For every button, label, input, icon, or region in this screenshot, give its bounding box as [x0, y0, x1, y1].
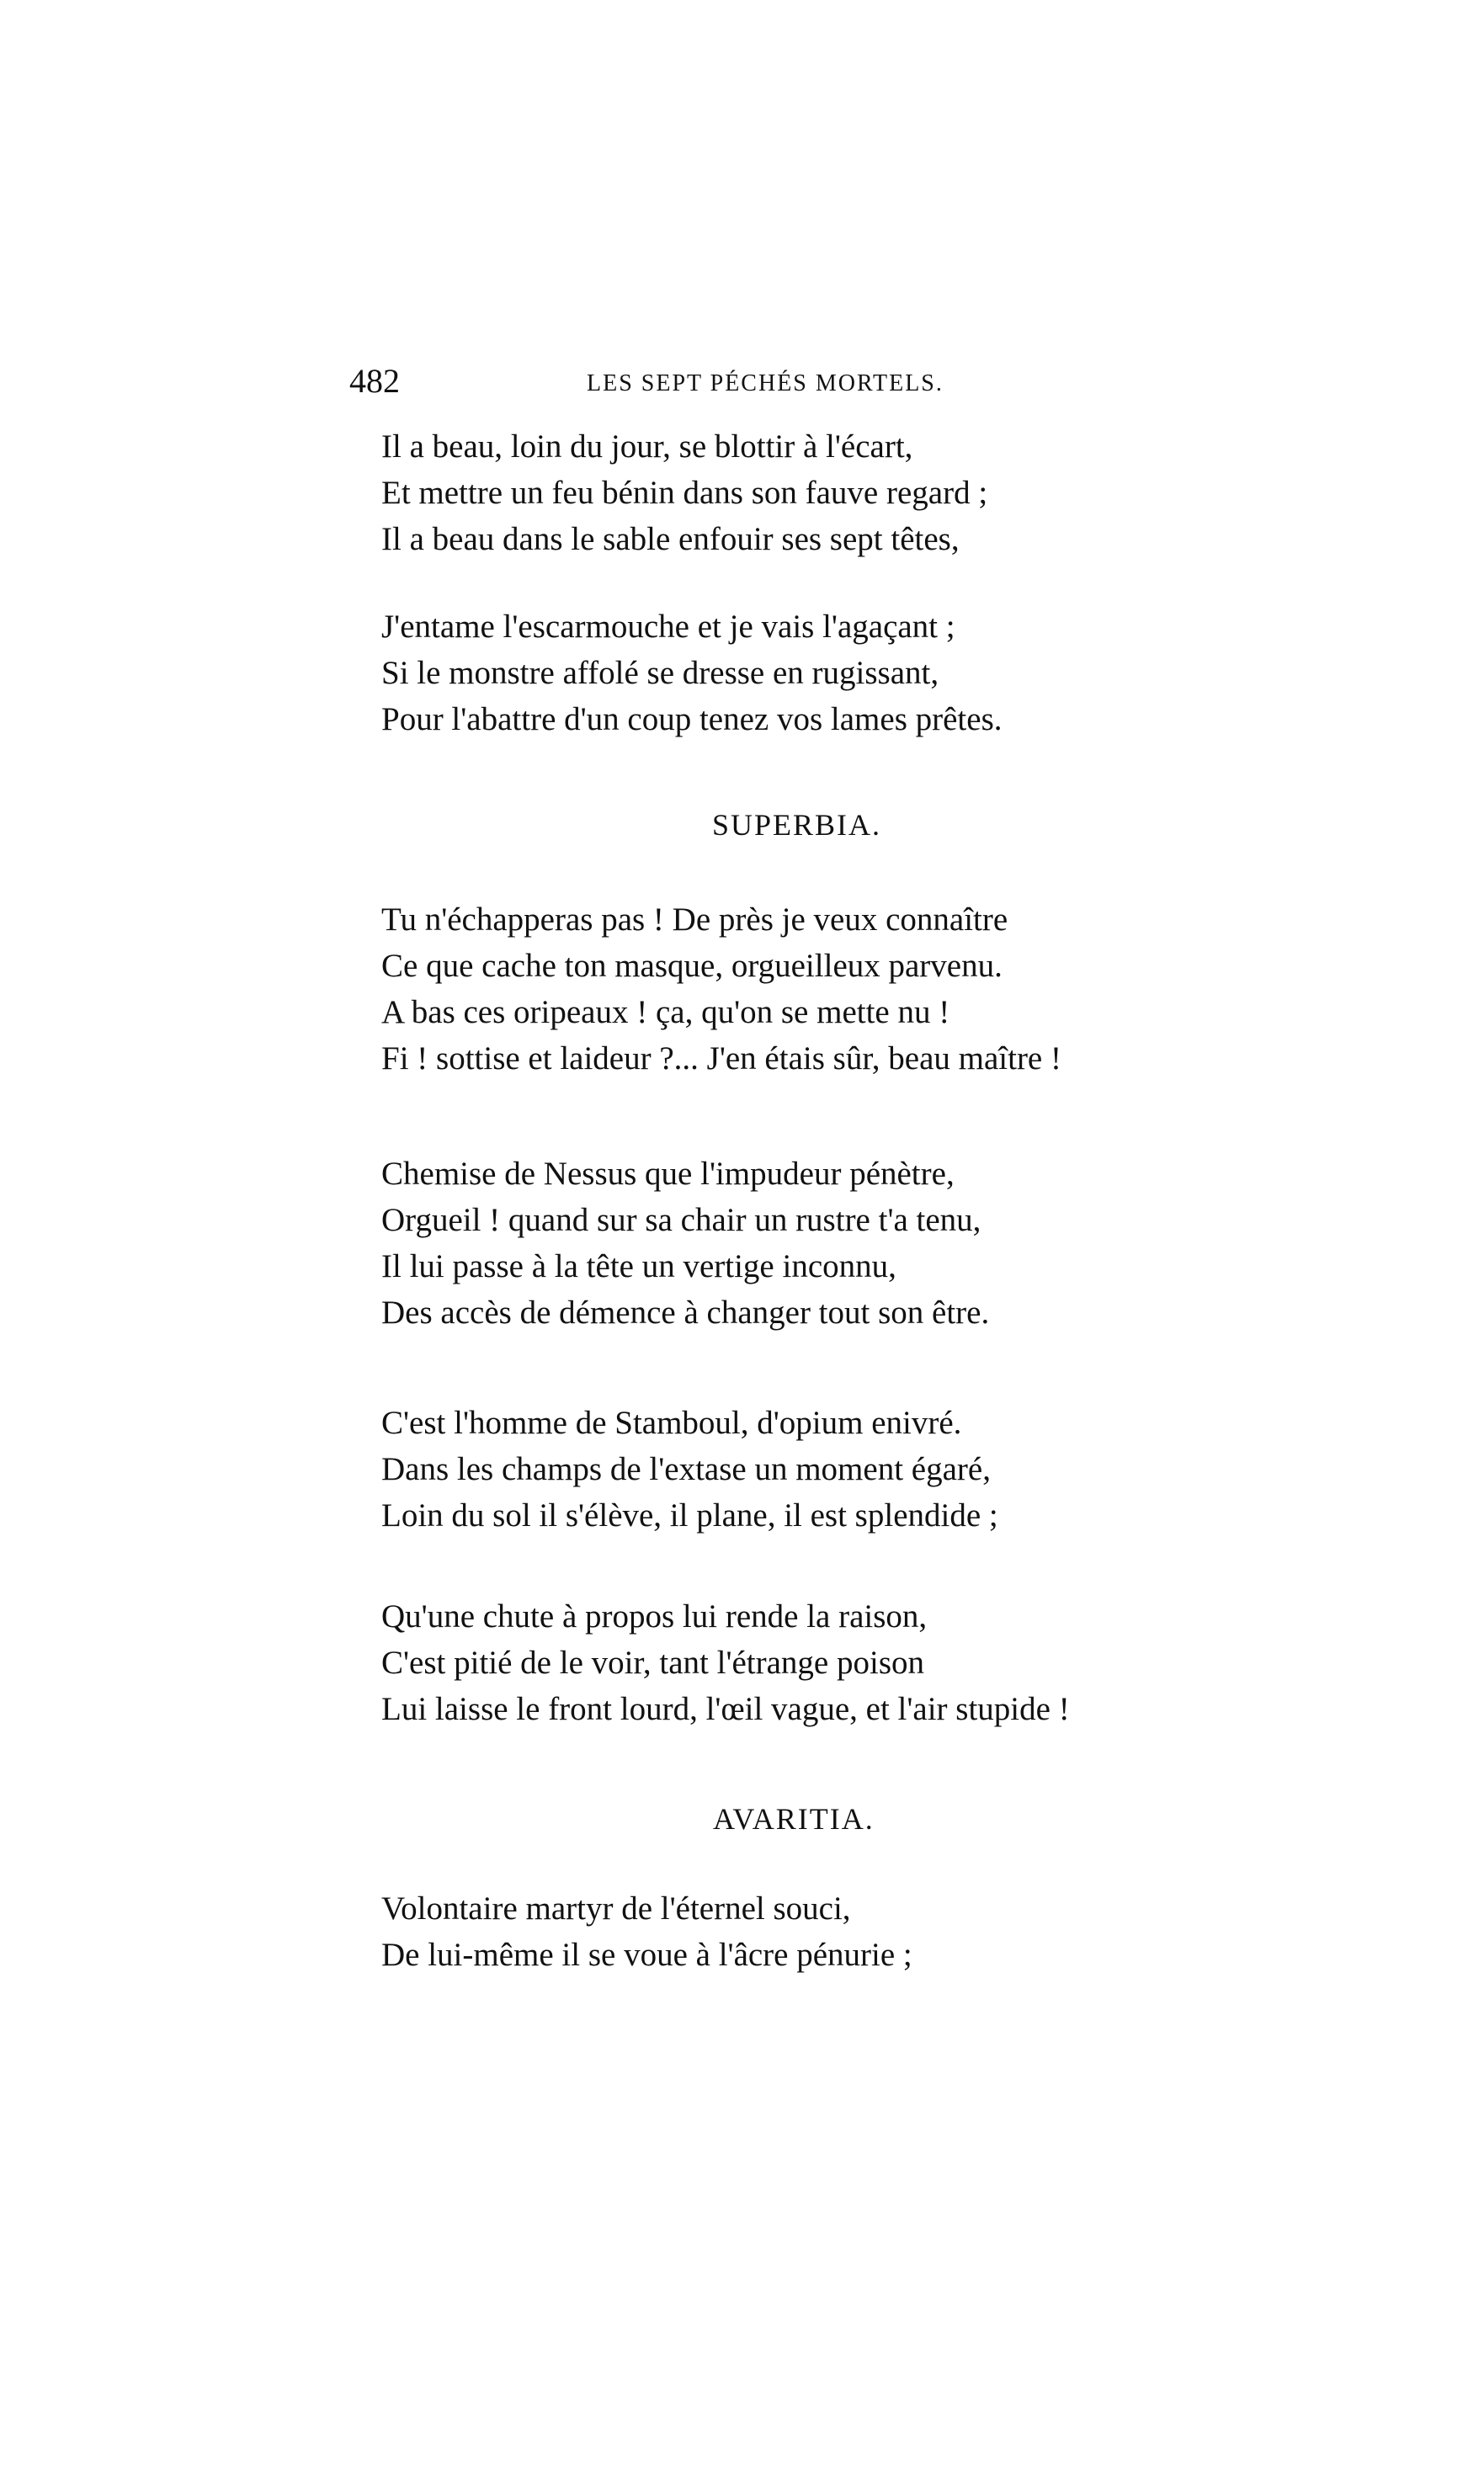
verse-line: C'est l'homme de Stamboul, d'opium enivré. [381, 1405, 962, 1441]
page-number: 482 [349, 362, 400, 400]
verse-line: De lui-même il se voue à l'âcre pénurie ; [381, 1937, 912, 1973]
section-heading-superbia: SUPERBIA. [712, 808, 882, 842]
verse-line: Lui laisse le front lourd, l'œil vague, et l'air stupide ! [381, 1691, 1070, 1727]
verse-line: Volontaire martyr de l'éternel souci, [381, 1890, 851, 1927]
verse-line: A bas ces oripeaux ! ça, qu'on se mette nu ! [381, 994, 950, 1030]
verse-line: Chemise de Nessus que l'impudeur pénètre, [381, 1156, 955, 1192]
verse-line: Loin du sol il s'élève, il plane, il est splendide ; [381, 1497, 998, 1534]
verse-line: Ce que cache ton masque, orgueilleux parvenu. [381, 948, 1003, 984]
running-title: LES SEPT PÉCHÉS MORTELS. [587, 370, 944, 396]
verse-line: Des accès de démence à changer tout son être. [381, 1295, 990, 1331]
verse-line: Fi ! sottise et laideur ?... J'en étais sûr, beau maître ! [381, 1040, 1061, 1077]
verse-line: Si le monstre affolé se dresse en rugissant, [381, 655, 939, 691]
verse-line: Il lui passe à la tête un vertige inconnu, [381, 1248, 896, 1284]
verse-line: Et mettre un feu bénin dans son fauve regard ; [381, 475, 988, 511]
verse-line: Il a beau, loin du jour, se blottir à l'écart, [381, 428, 913, 465]
verse-line: Pour l'abattre d'un coup tenez vos lames prêtes. [381, 701, 1003, 737]
section-heading-avaritia: AVARITIA. [713, 1802, 875, 1836]
verse-line: C'est pitié de le voir, tant l'étrange poison [381, 1645, 925, 1681]
verse-line: Dans les champs de l'extase un moment égaré, [381, 1451, 991, 1487]
verse-line: J'entame l'escarmouche et je vais l'agaçant ; [381, 609, 955, 645]
verse-line: Qu'une chute à propos lui rende la raison, [381, 1598, 928, 1635]
verse-line: Orgueil ! quand sur sa chair un rustre t'a tenu, [381, 1202, 981, 1238]
page-header [349, 360, 1006, 411]
verse-line: Il a beau dans le sable enfouir ses sept têtes, [381, 521, 960, 557]
verse-line: Tu n'échapperas pas ! De près je veux connaître [381, 901, 1008, 938]
